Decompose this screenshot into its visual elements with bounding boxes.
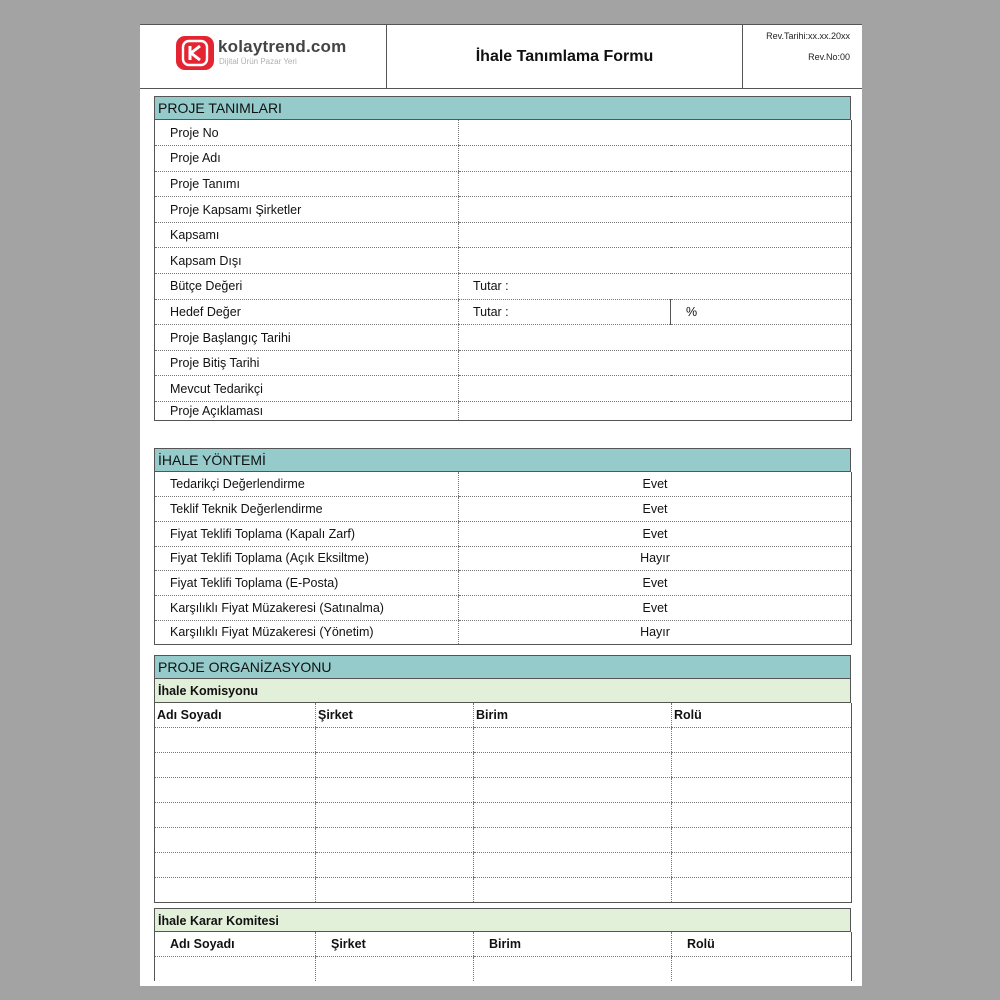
row-label: Fiyat Teklifi Toplama (Kapalı Zarf) (155, 521, 459, 546)
table-row (155, 853, 852, 878)
column-header: Rolü (672, 932, 852, 957)
row-value-field[interactable]: Evet (459, 472, 852, 497)
hedef-percent-field[interactable]: % (671, 299, 852, 325)
form-header (140, 24, 862, 89)
table-cell[interactable] (672, 728, 852, 753)
revision-date: Rev.Tarihi:xx.xx.20xx (766, 31, 850, 41)
table-cell[interactable] (316, 728, 474, 753)
table-cell[interactable] (155, 778, 316, 803)
row-label: Proje Kapsamı Şirketler (155, 197, 459, 223)
row-value-field[interactable]: Hayır (459, 620, 852, 645)
table-row (155, 753, 852, 778)
table-row (155, 120, 852, 146)
row-label: Teklif Teknik Değerlendirme (155, 497, 459, 522)
column-header: Adı Soyadı (155, 703, 316, 728)
row-label: Proje Bitiş Tarihi (155, 350, 459, 376)
row-label: Proje Tanımı (155, 171, 459, 197)
table-cell[interactable] (155, 828, 316, 853)
row-value-field[interactable] (459, 146, 852, 172)
butce-tutar-field[interactable]: Tutar : (459, 274, 852, 300)
table-row (155, 595, 852, 620)
row-value-field[interactable]: Evet (459, 521, 852, 546)
table-cell[interactable] (672, 778, 852, 803)
table-cell[interactable] (316, 853, 474, 878)
row-label: Karşılıklı Fiyat Müzakeresi (Satınalma) (155, 595, 459, 620)
row-value-field[interactable]: Evet (459, 595, 852, 620)
revision-number: Rev.No:00 (808, 52, 850, 62)
form-title: İhale Tanımlama Formu (475, 47, 654, 65)
row-value-field[interactable]: Evet (459, 571, 852, 596)
table-cell[interactable] (155, 957, 316, 982)
table-row (155, 497, 852, 522)
row-value-field[interactable] (459, 350, 852, 376)
row-label: Karşılıklı Fiyat Müzakeresi (Yönetim) (155, 620, 459, 645)
table-row (155, 376, 852, 402)
table-header-row (155, 703, 852, 728)
table-cell[interactable] (672, 803, 852, 828)
table-row (155, 274, 852, 300)
table-row (155, 778, 852, 803)
table-cell[interactable] (316, 878, 474, 903)
table-cell[interactable] (672, 853, 852, 878)
row-label: Fiyat Teklifi Toplama (Açık Eksiltme) (155, 546, 459, 571)
table-row (155, 828, 852, 853)
section-title: PROJE ORGANİZASYONU (154, 655, 851, 679)
table-row (155, 546, 852, 571)
proje-tanimlari-section (154, 96, 851, 421)
table-row (155, 728, 852, 753)
table-row (155, 803, 852, 828)
table-cell[interactable] (672, 878, 852, 903)
row-value-field[interactable]: Hayır (459, 546, 852, 571)
table-cell[interactable] (316, 753, 474, 778)
row-label: Bütçe Değeri (155, 274, 459, 300)
table-row (155, 299, 852, 325)
table-row (155, 248, 852, 274)
ihale-yontemi-table (154, 472, 852, 645)
proje-tanimlari-table (154, 120, 852, 421)
table-row (155, 402, 852, 421)
table-cell[interactable] (474, 828, 672, 853)
table-cell[interactable] (474, 753, 672, 778)
table-cell[interactable] (474, 803, 672, 828)
title-cell (387, 25, 743, 88)
hedef-tutar-field[interactable]: Tutar : (459, 299, 671, 325)
row-label: Proje Adı (155, 146, 459, 172)
column-header: Birim (474, 932, 672, 957)
row-value-field[interactable] (459, 171, 852, 197)
table-row (155, 878, 852, 903)
section-title: İHALE YÖNTEMİ (154, 448, 851, 472)
column-header: Rolü (672, 703, 852, 728)
table-cell[interactable] (155, 878, 316, 903)
table-row (155, 521, 852, 546)
table-cell[interactable] (155, 753, 316, 778)
table-cell[interactable] (474, 853, 672, 878)
table-row (155, 571, 852, 596)
row-value-field[interactable]: Evet (459, 497, 852, 522)
table-cell[interactable] (474, 728, 672, 753)
column-header: Şirket (316, 703, 474, 728)
ihale-karar-komitesi-title: İhale Karar Komitesi (154, 908, 851, 932)
row-label: Hedef Değer (155, 299, 459, 325)
ihale-karar-komitesi-section (154, 908, 851, 981)
table-row (155, 146, 852, 172)
row-value-field[interactable] (459, 376, 852, 402)
section-title: PROJE TANIMLARI (154, 96, 851, 120)
table-cell[interactable] (474, 778, 672, 803)
row-label: Mevcut Tedarikçi (155, 376, 459, 402)
row-value-field[interactable] (459, 402, 852, 421)
logo-name: kolaytrend.com (218, 37, 347, 56)
row-value-field[interactable] (459, 325, 852, 351)
logo-tagline: Dijital Ürün Pazar Yeri (219, 57, 297, 66)
table-header-row (155, 932, 852, 957)
ihale-komisyonu-table (154, 703, 852, 903)
kolaytrend-logo-icon (176, 36, 214, 70)
row-label: Proje No (155, 120, 459, 146)
table-cell[interactable] (316, 778, 474, 803)
proje-organizasyonu-section (154, 655, 851, 903)
row-label: Kapsamı (155, 222, 459, 248)
table-cell[interactable] (316, 957, 474, 982)
row-label: Proje Başlangıç Tarihi (155, 325, 459, 351)
table-row (155, 197, 852, 223)
table-cell[interactable] (155, 853, 316, 878)
table-cell[interactable] (672, 957, 852, 982)
table-row (155, 350, 852, 376)
column-header: Şirket (316, 932, 474, 957)
table-cell[interactable] (672, 828, 852, 853)
table-row (155, 171, 852, 197)
table-row (155, 472, 852, 497)
table-cell[interactable] (474, 957, 672, 982)
table-row (155, 325, 852, 351)
table-row (155, 620, 852, 645)
row-value-field[interactable] (459, 120, 852, 146)
ihale-komisyonu-title: İhale Komisyonu (154, 679, 851, 703)
column-header: Adı Soyadı (155, 932, 316, 957)
row-label: Tedarikçi Değerlendirme (155, 472, 459, 497)
logo-cell (140, 25, 387, 88)
table-cell[interactable] (155, 803, 316, 828)
table-cell[interactable] (474, 878, 672, 903)
table-cell[interactable] (316, 828, 474, 853)
table-cell[interactable] (672, 753, 852, 778)
ihale-karar-komitesi-table (154, 932, 852, 981)
table-cell[interactable] (155, 728, 316, 753)
revision-cell (743, 25, 862, 88)
row-value-field[interactable] (459, 197, 852, 223)
row-label: Proje Açıklaması (155, 402, 459, 421)
table-row (155, 222, 852, 248)
table-cell[interactable] (316, 803, 474, 828)
row-value-field[interactable] (459, 248, 852, 274)
table-row (155, 957, 852, 982)
row-label: Fiyat Teklifi Toplama (E-Posta) (155, 571, 459, 596)
row-label: Kapsam Dışı (155, 248, 459, 274)
column-header: Birim (474, 703, 672, 728)
ihale-yontemi-section (154, 448, 851, 645)
row-value-field[interactable] (459, 222, 852, 248)
form-page (140, 24, 862, 986)
